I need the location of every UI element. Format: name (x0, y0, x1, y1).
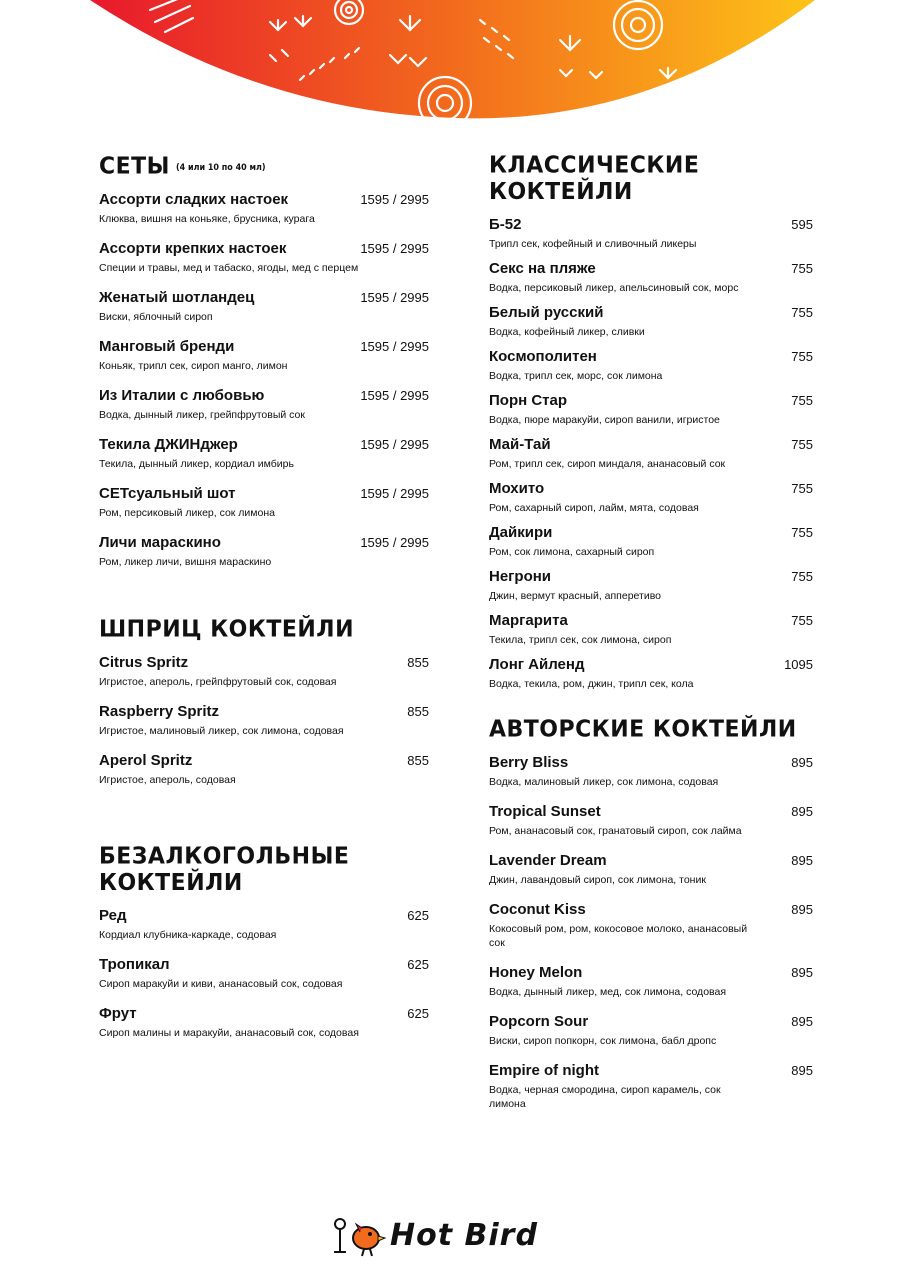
menu-item-price: 895 (791, 902, 813, 917)
menu-item (99, 485, 429, 520)
menu-item-name: Белый русский (489, 304, 604, 321)
menu-item-description: Ром, трипл сек, сироп миндаля, ананасовый сок (489, 458, 726, 470)
menu-item-price: 755 (791, 437, 813, 452)
classic-list (489, 216, 813, 691)
menu-item (489, 803, 813, 838)
menu-item-price: 895 (791, 755, 813, 770)
menu-item-description: Ром, ананасовый сок, гранатовый сироп, сок лайма (489, 825, 742, 837)
sets-section (99, 154, 429, 569)
menu-item (489, 304, 813, 339)
brand-name: Hot Bird (390, 1218, 538, 1253)
menu-item-price: 755 (791, 393, 813, 408)
menu-item-price: 855 (407, 655, 429, 670)
menu-item-name: Raspberry Spritz (99, 703, 220, 720)
menu-item (489, 656, 813, 691)
menu-item (99, 752, 429, 787)
sets-volume-note: (4 или 10 по 40 мл) (175, 162, 266, 172)
menu-item-description: Игристое, апероль, грейпфрутовый сок, содовая (99, 676, 337, 688)
menu-item (99, 338, 429, 373)
menu-item-name: Coconut Kiss (489, 901, 586, 918)
menu-item-price: 1095 (784, 657, 813, 672)
menu-item (489, 392, 813, 427)
menu-item (99, 907, 429, 942)
menu-item-price: 895 (791, 1063, 813, 1078)
menu-item-description: Водка, текила, ром, джин, трипл сек, кола (489, 678, 694, 690)
right-column (489, 154, 813, 1125)
menu-item (99, 436, 429, 471)
menu-item-name: Лонг Айленд (489, 656, 585, 673)
menu-item (99, 703, 429, 738)
menu-item-name: Секс на пляже (489, 260, 596, 277)
menu-item (489, 260, 813, 295)
menu-item-price: 755 (791, 525, 813, 540)
menu-item-name: Popcorn Sour (489, 1013, 589, 1030)
menu-item-price: 625 (407, 1006, 429, 1021)
menu-item (99, 534, 429, 569)
menu-item-description: Ром, ликер личи, вишня мараскино (99, 556, 272, 568)
author-section (489, 717, 813, 1111)
menu-item-name: Ассорти сладких настоек (99, 191, 289, 208)
nonalc-section (99, 845, 429, 1040)
menu-item-price: 595 (791, 217, 813, 232)
spritz-section (99, 617, 429, 787)
menu-item-name: Май-Тай (489, 436, 551, 453)
nonalc-list (99, 907, 429, 1040)
menu-item-name: Aperol Spritz (99, 752, 193, 769)
menu-item-description: Сироп маракуйи и киви, ананасовый сок, содовая (99, 978, 343, 990)
menu-item-name: Порн Стар (489, 392, 568, 409)
menu-item-description: Водка, дынный ликер, грейпфрутовый сок (99, 409, 305, 421)
menu-item-description: Трипл сек, кофейный и сливочный ликеры (489, 238, 697, 250)
menu-item-price: 855 (407, 704, 429, 719)
menu-item-description: Ром, персиковый ликер, сок лимона (99, 507, 275, 519)
menu-item-description: Ром, сок лимона, сахарный сироп (489, 546, 655, 558)
menu-item-name: Мохито (489, 480, 545, 497)
menu-item (99, 387, 429, 422)
menu-item (489, 436, 813, 471)
left-column (99, 154, 429, 1054)
menu-item (99, 240, 429, 275)
menu-item-description: Джин, вермут красный, апперетиво (489, 590, 662, 602)
menu-item-price: 755 (791, 481, 813, 496)
menu-item-name: Дайкири (489, 524, 553, 541)
menu-item-description: Виски, яблочный сироп (99, 311, 213, 323)
menu-item-price: 625 (407, 908, 429, 923)
menu-item-price: 755 (791, 349, 813, 364)
menu-item-price: 1595 / 2995 (360, 339, 429, 354)
menu-item-name: Tropical Sunset (489, 803, 601, 820)
menu-item-name: Ассорти крепких настоек (99, 240, 287, 257)
menu-item-description: Сироп малины и маракуйи, ананасовый сок, содовая (99, 1027, 359, 1039)
decorative-top-banner (0, 0, 905, 130)
menu-item (489, 612, 813, 647)
menu-item (489, 568, 813, 603)
menu-item-name: Фрут (99, 1005, 137, 1022)
menu-item-name: Негрони (489, 568, 552, 585)
sets-list (99, 191, 429, 569)
menu-item-description: Специи и травы, мед и табаско, ягоды, мед с перцем (99, 262, 359, 274)
menu-item-price: 755 (791, 613, 813, 628)
menu-item-price: 1595 / 2995 (360, 437, 429, 452)
menu-item-description: Водка, кофейный ликер, сливки (489, 326, 645, 338)
menu-item (99, 654, 429, 689)
menu-item (489, 754, 813, 789)
menu-item-description: Текила, трипл сек, сок лимона, сироп (489, 634, 672, 646)
menu-item-price: 855 (407, 753, 429, 768)
menu-item-price: 755 (791, 569, 813, 584)
menu-item-description: Водка, дынный ликер, мед, сок лимона, содовая (489, 986, 727, 998)
menu-item-price: 1595 / 2995 (360, 486, 429, 501)
menu-item-price: 895 (791, 965, 813, 980)
menu-item-price: 1595 / 2995 (360, 192, 429, 207)
menu-item (489, 348, 813, 383)
menu-item-description: Кордиал клубника-каркаде, содовая (99, 929, 277, 941)
menu-item-name: Berry Bliss (489, 754, 569, 771)
menu-item-description: Коньяк, трипл сек, сироп манго, лимон (99, 360, 288, 372)
classic-section (489, 154, 813, 691)
menu-item (489, 480, 813, 515)
menu-item-price: 1595 / 2995 (360, 241, 429, 256)
menu-item-name: Текила ДЖИНджер (99, 436, 238, 453)
section-title-classic: КЛАССИЧЕСКИЕ КОКТЕЙЛИ (489, 152, 700, 206)
menu-item-price: 625 (407, 957, 429, 972)
menu-item-price: 1595 / 2995 (360, 388, 429, 403)
menu-item (99, 1005, 429, 1040)
menu-item-name: Женатый шотландец (99, 289, 255, 306)
menu-item-price: 895 (791, 853, 813, 868)
author-list (489, 754, 813, 1111)
section-title-spritz: ШПРИЦ КОКТЕЙЛИ (99, 616, 354, 643)
brand-logo (330, 1214, 560, 1258)
menu-item-price: 895 (791, 804, 813, 819)
menu-item-description: Водка, трипл сек, морс, сок лимона (489, 370, 663, 382)
menu-item-description: Джин, лавандовый сироп, сок лимона, тоник (489, 874, 706, 886)
menu-item (99, 289, 429, 324)
menu-item-description: Ром, сахарный сироп, лайм, мята, содовая (489, 502, 699, 514)
menu-item-price: 1595 / 2995 (360, 290, 429, 305)
menu-item (489, 1062, 813, 1111)
menu-item-name: Б-52 (489, 216, 522, 233)
menu-item-description: Водка, пюре маракуйи, сироп ванили, игристое (489, 414, 720, 426)
menu-item-description: Кокосовый ром, ром, кокосовое молоко, ананасовый сок (489, 923, 748, 949)
bird-mascot-icon (330, 1214, 386, 1258)
menu-item (489, 964, 813, 999)
menu-item (489, 901, 813, 950)
menu-item-description: Виски, сироп попкорн, сок лимона, бабл дропс (489, 1035, 717, 1047)
section-title-sets: СЕТЫ (4 или 10 по 40 мл) (99, 153, 266, 180)
menu-item (99, 956, 429, 991)
menu-item-price: 755 (791, 305, 813, 320)
menu-item-name: Lavender Dream (489, 852, 607, 869)
menu-item-name: Тропикал (99, 956, 170, 973)
menu-item (489, 524, 813, 559)
menu-item-description: Игристое, малиновый ликер, сок лимона, содовая (99, 725, 344, 737)
menu-item-price: 895 (791, 1014, 813, 1029)
menu-item-price: 755 (791, 261, 813, 276)
menu-item (489, 852, 813, 887)
menu-item (489, 216, 813, 251)
menu-item-description: Водка, малиновый ликер, сок лимона, содовая (489, 776, 719, 788)
menu-item-name: Из Италии с любовью (99, 387, 265, 404)
menu-item-description: Текила, дынный ликер, кордиал имбирь (99, 458, 294, 470)
menu-item-description: Клюква, вишня на коньяке, брусника, курага (99, 213, 315, 225)
menu-item-name: Empire of night (489, 1062, 599, 1079)
menu-item-name: Маргарита (489, 612, 568, 629)
menu-item-name: Honey Melon (489, 964, 583, 981)
menu-item-name: СЕТсуальный шот (99, 485, 236, 502)
section-title-author: АВТОРСКИЕ КОКТЕЙЛИ (489, 716, 797, 743)
menu-item-description: Водка, черная смородина, сироп карамель, сок лимона (489, 1084, 721, 1110)
menu-item (99, 191, 429, 226)
menu-item-name: Манговый бренди (99, 338, 235, 355)
menu-item-name: Ред (99, 907, 127, 924)
menu-item-description: Водка, персиковый ликер, апельсиновый сок, морс (489, 282, 739, 294)
menu-item-price: 1595 / 2995 (360, 535, 429, 550)
menu-item-description: Игристое, апероль, содовая (99, 774, 236, 786)
menu-item (489, 1013, 813, 1048)
menu-item-name: Космополитен (489, 348, 597, 365)
section-title-nonalc: БЕЗАЛКОГОЛЬНЫЕ КОКТЕЙЛИ (99, 843, 350, 897)
menu-item-name: Личи мараскино (99, 534, 221, 551)
menu-item-name: Citrus Spritz (99, 654, 189, 671)
spritz-list (99, 654, 429, 787)
